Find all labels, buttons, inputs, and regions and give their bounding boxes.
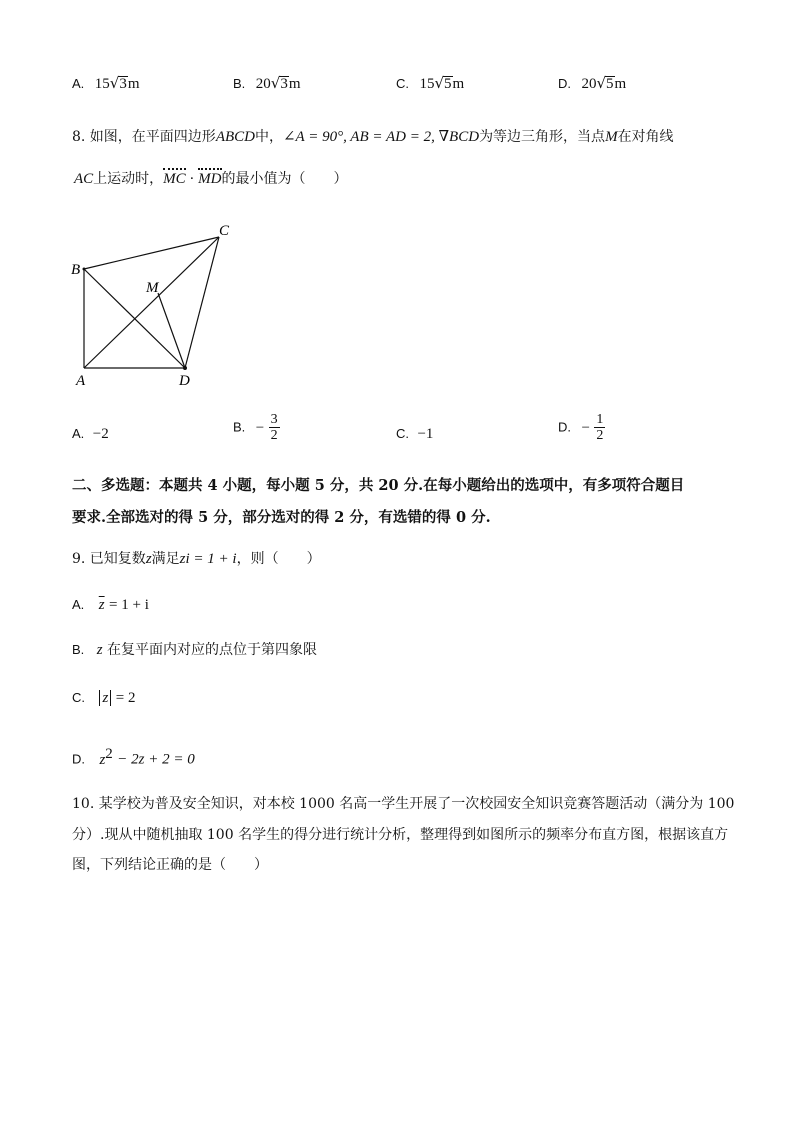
label-b: B — [71, 262, 81, 278]
q8-quad-name: ABCD — [215, 129, 255, 145]
q9-option-a — [72, 596, 149, 614]
fraction-numerator: 1 — [596, 412, 604, 427]
fraction-denominator: 2 — [596, 428, 604, 443]
option-text: 在复平面内对应的点位于第四象限 — [107, 642, 318, 658]
q10-line3: 图，下列结论正确的是（ ） — [72, 857, 268, 873]
option-radicand: 3 — [280, 76, 288, 92]
option-z: z — [96, 642, 103, 658]
q8-vector-md: MD — [198, 171, 222, 187]
option-text: − 2z + 2 = 0 — [117, 751, 195, 768]
option-fraction — [594, 412, 605, 443]
q8-stem-line1 — [72, 128, 674, 146]
section-heading-line1: 二、多选题：本题共 4 小题，每小题 5 分，共 20 分.在每小题给出的选项中，有多项符合题目 — [72, 477, 685, 494]
q9-equation: zi = 1 + i — [179, 551, 237, 567]
q9-option-b — [72, 641, 317, 659]
option-coef: 20 — [255, 76, 271, 92]
label-d: D — [179, 373, 190, 389]
q8-dot: · — [185, 171, 199, 187]
label-c: C — [219, 223, 230, 239]
diagonal-ac — [84, 237, 219, 368]
option-letter: D. — [558, 76, 571, 91]
q7-option-d: D. 20√5m — [558, 74, 627, 92]
q9-prefix: 9. 已知复数 — [72, 551, 146, 567]
option-letter: C. — [72, 690, 85, 705]
q7-option-c: C. 15√5m — [396, 74, 465, 92]
option-fraction — [269, 412, 280, 443]
q10-line1: 10. 某学校为普及安全知识，对本校 1000 名高一学生开展了一次校园安全知识竞赛答题活动（满分为 100 — [72, 796, 735, 812]
segment-cd — [185, 237, 219, 368]
q8-figure — [60, 215, 240, 395]
option-letter: A. — [72, 76, 85, 91]
point-b-dot — [83, 268, 86, 271]
q8-stem-line2 — [74, 170, 348, 188]
option-unit: m — [127, 76, 140, 92]
option-unit: m — [288, 76, 301, 92]
z-conjugate: $\overline{z}$ — [98, 597, 105, 613]
q8-tail: 在对角线 — [617, 129, 674, 145]
fraction-denominator: 2 — [270, 428, 278, 443]
q10-line2: 分）.现从中随机抽取 100 名学生的得分进行统计分析，整理得到如图所示的频率分布直方图，根据该直方 — [72, 827, 729, 843]
q8-option-c — [396, 425, 433, 443]
option-value: −2 — [92, 426, 109, 442]
q8-diagonal: AC — [74, 171, 94, 187]
q8-mid: 中， — [254, 129, 283, 145]
option-value: −1 — [417, 426, 434, 442]
q8-line2-mid: 上运动时， — [93, 171, 164, 187]
q8-line2-tail: 的最小值为（ ） — [221, 171, 348, 187]
q8-option-d — [558, 412, 605, 443]
q8-prefix: 8. 如图，在平面四边形 — [72, 129, 216, 145]
option-unit: m — [452, 76, 465, 92]
option-radicand: 3 — [119, 76, 127, 92]
option-letter: A. — [72, 597, 85, 612]
option-letter: D. — [558, 419, 571, 435]
q8-option-a — [72, 425, 109, 443]
option-text: = 2 — [115, 690, 136, 706]
option-letter: B. — [233, 419, 246, 435]
option-letter: C. — [396, 76, 409, 91]
option-unit: m — [614, 76, 627, 92]
option-letter: A. — [72, 426, 85, 441]
q9-stem — [72, 550, 321, 568]
label-a: A — [76, 373, 86, 389]
modulus-z: z — [99, 690, 111, 706]
q9-tail: ，则（ ） — [236, 551, 321, 567]
q8-option-b — [233, 412, 280, 443]
point-d-dot — [183, 366, 187, 370]
option-letter: B. — [72, 642, 85, 657]
q9-option-d: D. $z^2 - 2z + 2 = 0$ — [72, 746, 195, 768]
q7-option-a: A. 15√3m — [72, 74, 140, 92]
option-text: = 1 + i — [109, 597, 149, 613]
option-letter: D. — [72, 751, 85, 767]
option-coef: 15 — [419, 76, 435, 92]
option-z: z — [99, 751, 106, 768]
option-radicand: 5 — [444, 76, 452, 92]
segment-md — [158, 293, 185, 368]
segment-bc — [84, 237, 219, 269]
q8-condition: ∠A = 90°, AB = AD = 2, ∇BCD — [282, 129, 480, 145]
option-sign: − — [255, 419, 265, 436]
option-coef: 20 — [581, 76, 597, 92]
q7-option-b: B. 20√3m — [233, 74, 301, 92]
q8-point-m: M — [605, 129, 618, 145]
option-coef: 15 — [94, 76, 110, 92]
section-heading-line2: 要求.全部选对的得 5 分，部分选对的得 2 分，有选错的得 0 分. — [72, 509, 491, 526]
option-radicand: 5 — [606, 76, 614, 92]
label-m: M — [146, 280, 159, 296]
option-sign: − — [581, 419, 590, 436]
fraction-numerator: 3 — [270, 412, 278, 427]
q8-suffix: 为等边三角形，当点 — [479, 129, 606, 145]
q9-mid: 满足 — [151, 551, 180, 567]
option-letter: B. — [233, 76, 246, 91]
q9-z: z — [145, 551, 152, 567]
option-letter: C. — [396, 426, 409, 441]
q8-vector-mc: MC — [163, 171, 186, 187]
q9-option-c — [72, 689, 135, 707]
